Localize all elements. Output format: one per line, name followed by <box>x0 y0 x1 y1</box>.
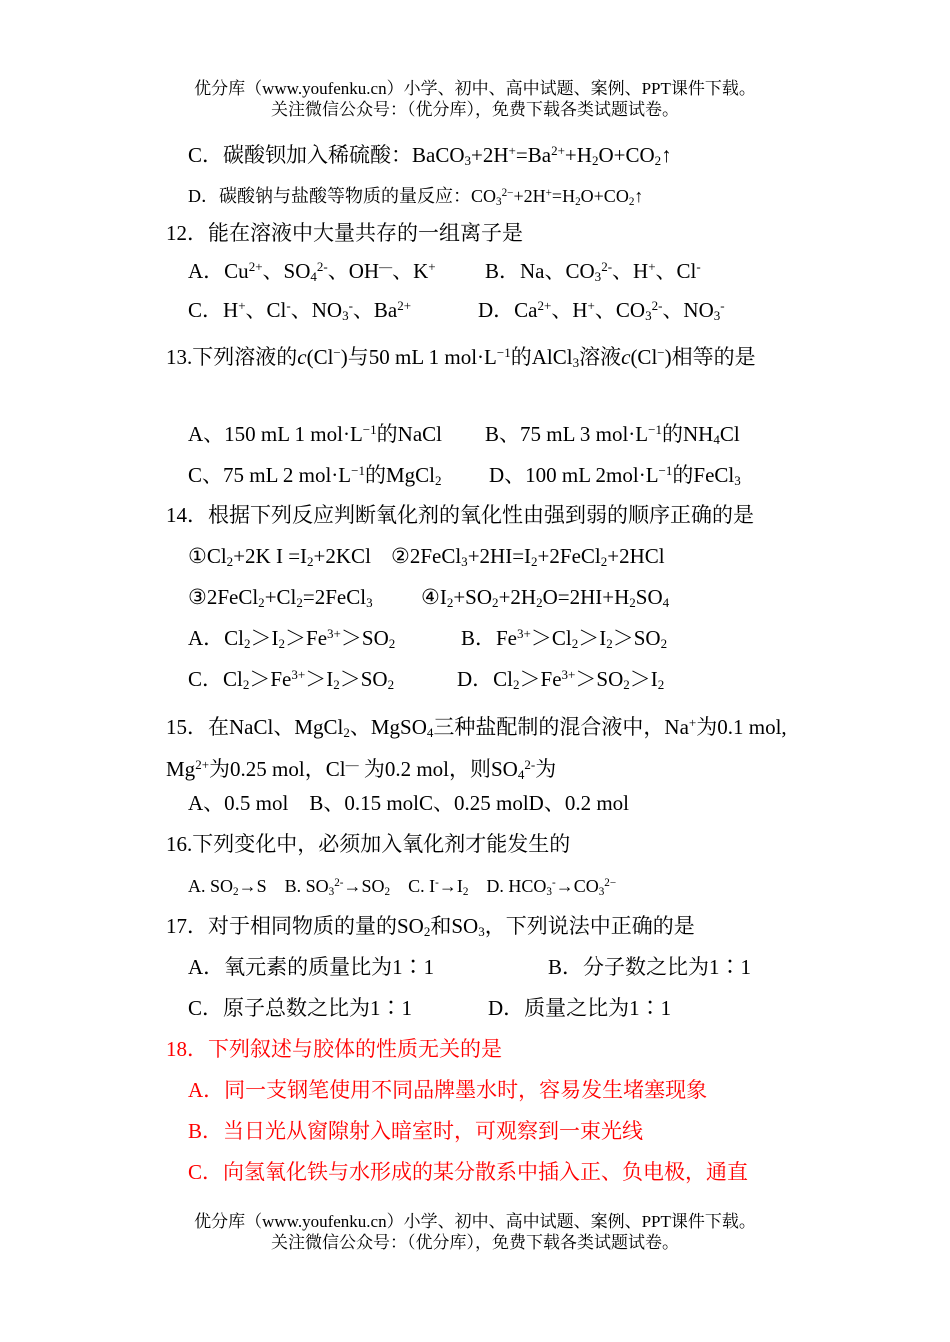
q14-reaction-4: $④I_2+SO_2+2H_2O=2HI+H_2SO_4$ <box>421 585 670 611</box>
q17-option-d: D．质量之比为1∶1 <box>488 996 672 1020</box>
q12-option-a: A．$Cu^{2+}$、$SO_4^{2-}$、OH—、K+ <box>188 258 436 285</box>
q17-stem: 17．对于相同物质的量的$SO_2$和$SO_3$，下列说法中正确的是 <box>166 914 695 940</box>
q11-option-d: D．碳酸钠与盐酸等物质的量反应：$CO_3^{2-}+2H^+=H_2O+CO_2↑$ <box>188 186 644 208</box>
q14-option-a: A．$Cl_2>I_2>Fe^{3+}>SO_2$ <box>188 625 396 652</box>
q15-options: A、0.5 mol B、0.15 molC、0.25 molD、0.2 mol <box>188 791 630 815</box>
footer-watermark-line1: 优分库（www.youfenku.cn）小学、初中、高中试题、案例、PPT课件下载。 <box>194 1212 756 1231</box>
q14-option-d: D．$Cl_2>Fe^{3+}>SO_2>I_2$ <box>457 666 665 693</box>
q18-option-c: C．向氢氧化铁与水形成的某分散系中插入正、负电极，通直 <box>188 1160 749 1184</box>
q16-stem: 16.下列变化中，必须加入氧化剂才能发生的 <box>166 832 571 856</box>
q14-option-b: B．$Fe^{3+}>Cl_2>I_2>SO_2$ <box>461 625 668 652</box>
q12-option-d: D．$Ca^{2+}$、H+、$CO_3^{2-}$、$NO_3^-$ <box>478 297 725 324</box>
q14-reaction-1: $①Cl_2+2K$ $I =I_2+2KCl$ <box>188 544 371 570</box>
footer-watermark-line2: 关注微信公众号：（优分库），免费下载各类试题试卷。 <box>271 1233 679 1252</box>
q11-option-c: C．碳酸钡加入稀硫酸：$BaCO_3+2H^+=Ba^{2+}+H_2O+CO_2↑$ <box>188 142 672 169</box>
q17-option-c: C．原子总数之比为1∶1 <box>188 996 413 1020</box>
q13-option-a: A、150 mL 1 $mol\cdot L^{-1}$的NaCl <box>188 421 442 446</box>
q12-option-c: C．H+、Cl-、$NO_3^-$、$Ba^{2+}$ <box>188 297 412 324</box>
q14-reaction-2: $②2FeCl_3+2HI=I_2+2FeCl_2+2HCl$ <box>391 544 665 570</box>
header-watermark-line2: 关注微信公众号：（优分库），免费下载各类试题试卷。 <box>271 100 679 119</box>
q17-option-b: B．分子数之比为1∶1 <box>548 955 752 979</box>
q17-option-a: A．氧元素的质量比为1∶1 <box>188 955 435 979</box>
q12-option-b: B．Na、$CO_3^{2-}$、H+、Cl- <box>485 258 701 285</box>
q13-option-d: D、100 mL $2mol\cdot L^{-1}$的FeCl$_3$ <box>489 462 741 489</box>
q15-stem: 15．在NaCl、MgCl$_2$、MgSO$_4$三种盐配制的混合液中，Na+为0.1 mol, $Mg^{2+}$为0.25 mol，Cl— 为0.2 mol，则$SO_4^{2-}$为 <box>166 714 787 783</box>
q13-stem: 13.下列溶液的c(Cl−)与50 mL 1 $mol\cdot L^{-1}$的AlCl$_3$溶液c(Cl−)相等的是 <box>166 344 756 371</box>
q16-options: A. $SO_2\to S$ B. $SO_3^{2-}\to SO_2$ C. $I^-\to I_2$ D. $HCO_3^-\to CO_3^{2-}$ <box>188 876 617 898</box>
q13-option-c: C、75 mL 2 $mol\cdot L^{-1}$的MgCl$_2$ <box>188 462 442 489</box>
q14-stem: 14．根据下列反应判断氧化剂的氧化性由强到弱的顺序正确的是 <box>166 503 754 527</box>
header-watermark-line1: 优分库（www.youfenku.cn）小学、初中、高中试题、案例、PPT课件下载。 <box>194 79 756 98</box>
q13-option-b: B、75 mL 3 $mol\cdot L^{-1}$的$NH_4Cl$ <box>485 421 740 448</box>
q18-stem: 18．下列叙述与胶体的性质无关的是 <box>166 1037 502 1061</box>
q14-reaction-3: $③2FeCl_2+Cl_2=2FeCl_3$ <box>188 585 373 611</box>
q14-option-c: C．$Cl_2>Fe^{3+}>I_2>SO_2$ <box>188 666 395 693</box>
q12-stem: 12．能在溶液中大量共存的一组离子是 <box>166 221 523 245</box>
q18-option-b: B．当日光从窗隙射入暗室时，可观察到一束光线 <box>188 1119 644 1143</box>
q18-option-a: A．同一支钢笔使用不同品牌墨水时，容易发生堵塞现象 <box>188 1078 708 1102</box>
